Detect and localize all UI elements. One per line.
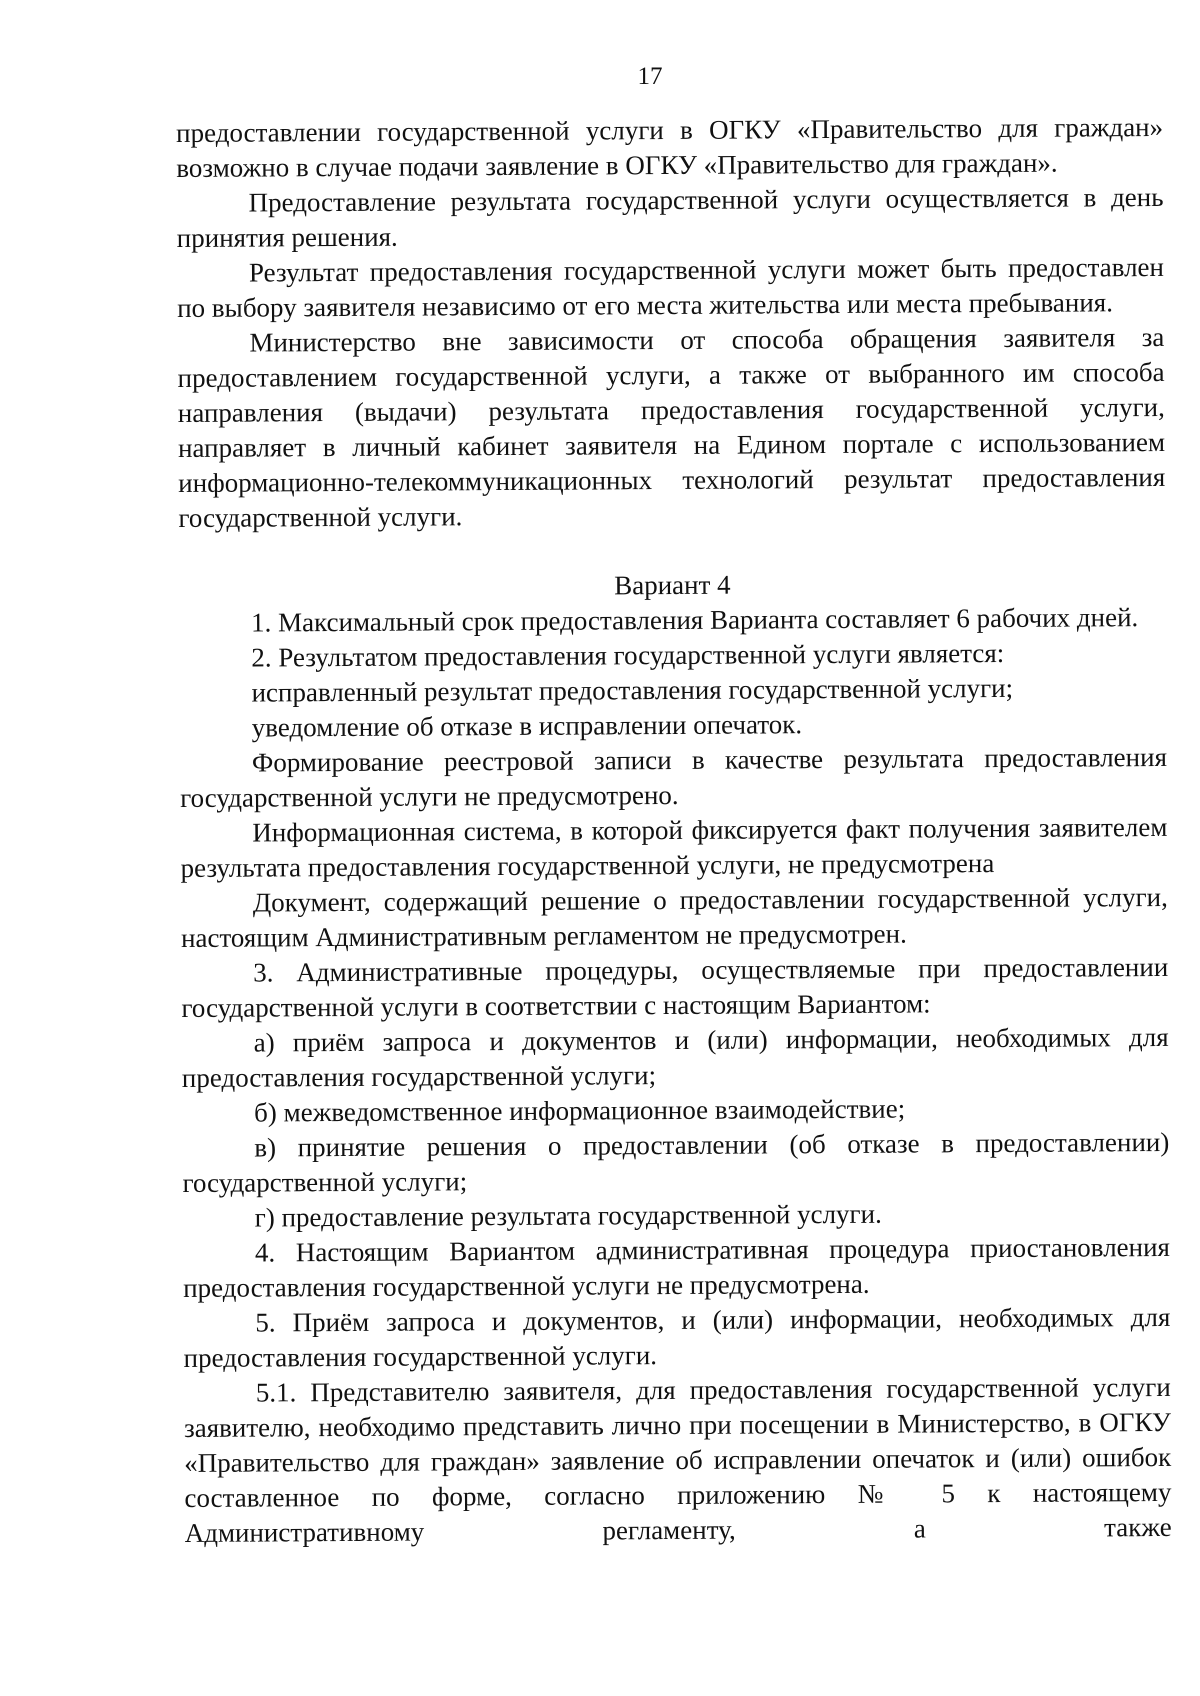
paragraph: Результат предоставления государственной услуги может быть предоставлен по выбору заявителя независимо от его места жительства или места пребывания. xyxy=(177,251,1165,323)
list-item: исправленный результат предоставления государственной услуги; xyxy=(251,672,1014,708)
list-item: уведомление об отказе в исправлении опечаток. xyxy=(251,709,803,743)
paragraph: 2. Результатом предоставления государственной услуги является: xyxy=(251,637,1005,673)
section-heading: Вариант 4 xyxy=(614,569,731,601)
paragraph: Формирование реестровой записи в качестве результата предоставления государственной услуги не предусмотрено. xyxy=(180,741,1168,813)
paragraph: 1. Максимальный срок предоставления Варианта составляет 6 рабочих дней. xyxy=(251,602,1139,638)
list-item: в) принятие решения о предоставлении (об отказе в предоставлении) государственной услуги; xyxy=(182,1126,1170,1198)
list-item: б) межведомственное информационное взаимодействие; xyxy=(253,1093,906,1128)
paragraph: предоставлении государственной услуги в ОГКУ «Правительство для граждан» возможно в случае подачи заявление в ОГКУ «Правительство для граждан». xyxy=(176,111,1164,183)
page-number: 17 xyxy=(637,63,663,90)
paragraph: 4. Настоящим Вариантом административная процедура приостановления предоставления государственной услуги не предусмотрена. xyxy=(183,1231,1171,1303)
paragraph: Министерство вне зависимости от способа обращения заявителя за предоставлением государственной услуги, а также от выбранного им способа направления (выдачи) результата предоставления государственной услуги, направляет в личный кабинет заявителя на Едином портале с использованием информационно-телекоммуникационных технологий результат предоставления государственной услуги. xyxy=(177,321,1166,533)
paragraph: 3. Административные процедуры, осуществляемые при предоставлении государственной услуги в соответствии с настоящим Вариантом: xyxy=(181,951,1169,1023)
paragraph: Документ, содержащий решение о предоставлении государственной услуги, настоящим Административным регламентом не предусмотрен. xyxy=(180,881,1168,953)
paragraph: 5. Приём запроса и документов, и (или) информации, необходимых для предоставления государственной услуги. xyxy=(183,1301,1171,1373)
paragraph: Информационная система, в которой фиксируется факт получения заявителем результата предоставления государственной услуги, не предусмотрена xyxy=(180,811,1168,883)
list-item: г) предоставление результата государственной услуги. xyxy=(254,1198,882,1233)
paragraph: 5.1. Представителю заявителя, для предоставления государственной услуги заявителю, необходимо представить лично при посещении в Министерство, в ОГКУ «Правительство для граждан» заявление об исправлении опечаток и (или) ошибок составленное по форме, согласно приложению № 5 к настоящему Административному регламенту, а также xyxy=(183,1371,1172,1548)
paragraph: Предоставление результата государственной услуги осуществляется в день принятия решения. xyxy=(176,181,1164,253)
list-item: а) приём запроса и документов и (или) информации, необходимых для предоставления государственной услуги; xyxy=(181,1021,1169,1093)
document-body xyxy=(176,110,1172,1551)
